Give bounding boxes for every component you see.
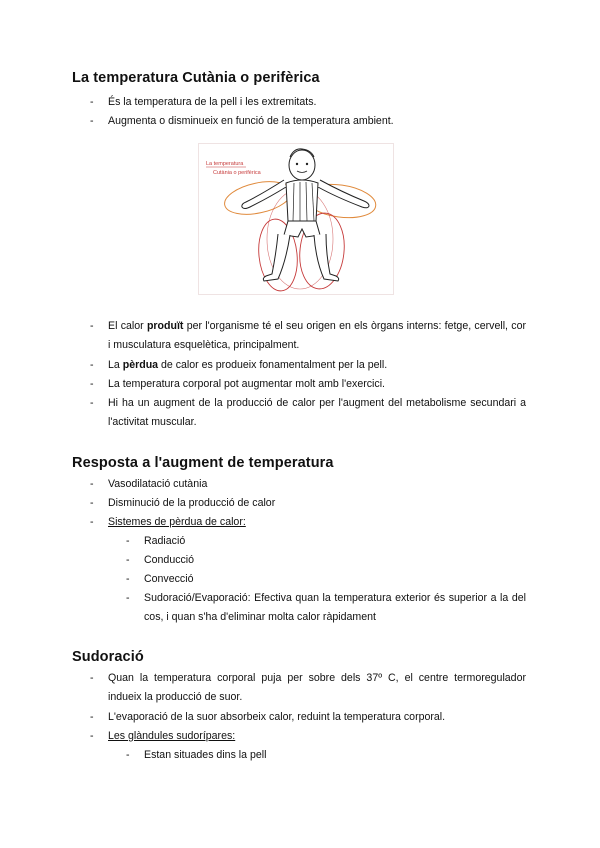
bullet-dash: - <box>90 516 94 528</box>
list-item-text: Disminució de la producció de calor <box>108 497 276 509</box>
bullet-dash: - <box>126 592 130 604</box>
list-item-text: L'evaporació de la suor absorbeix calor, reduint la temperatura corporal. <box>108 711 446 723</box>
list-item <box>90 317 526 355</box>
list-item <box>90 475 526 494</box>
list-item-text: El calor produït per l'organisme té el seu origen en els òrgans interns: fetge, cervell, cor i musculatura esquelètica, principalment. <box>108 320 526 351</box>
list-item <box>90 93 526 112</box>
list-item-text: Les glàndules sudorípares: <box>108 730 236 742</box>
eye-left <box>296 163 298 165</box>
bullet-dash: - <box>126 749 130 761</box>
list-item-text: Hi ha un augment de la producció de calor per l'augment del metabolisme secundari a l'activitat muscular. <box>108 397 526 428</box>
list-item-text: Estan situades dins la pell <box>144 749 267 761</box>
eye-right <box>306 163 308 165</box>
list-item-text: Sistemes de pèrdua de calor: <box>108 516 246 528</box>
bold-term-produit: produït <box>146 320 184 332</box>
head <box>289 150 315 180</box>
section-title-sweating: Sudoració <box>72 649 144 665</box>
bullet-dash: - <box>90 359 94 371</box>
list-item <box>90 394 526 432</box>
list-item <box>90 708 526 727</box>
list-item <box>90 356 526 375</box>
sub-list-item <box>126 532 526 551</box>
list-item <box>90 669 526 707</box>
list-item-text: Vasodilatació cutània <box>108 478 208 490</box>
bullet-dash: - <box>90 730 94 742</box>
list-item <box>90 513 526 532</box>
section-title-heat-response: Resposta a l'augment de temperatura <box>72 455 334 471</box>
bold-term-perdua: pèrdua <box>122 359 159 371</box>
bullet-dash: - <box>126 573 130 585</box>
list-item-text: Conducció <box>144 554 195 566</box>
list-item-text: Sudoració/Evaporació: Efectiva quan la temperatura exterior és superior a la del cos, i quan s'ha d'eliminar molta calor ràpidament <box>144 592 526 623</box>
list-item <box>90 494 526 513</box>
list-item <box>90 112 526 131</box>
figure-label-line2: Cutània o perifèrica <box>213 170 261 176</box>
bullet-dash: - <box>126 554 130 566</box>
list-item-text: La temperatura corporal pot augmentar molt amb l'exercici. <box>108 378 385 390</box>
sub-list-item <box>126 551 526 570</box>
list-item-text: La pèrdua de calor es produeix fonamentalment per la pell. <box>108 359 388 371</box>
section-title-cutaneous-temperature: La temperatura Cutània o perifèrica <box>72 70 320 86</box>
figure-label-line1: La temperatura <box>206 161 244 167</box>
list-item <box>90 727 526 746</box>
list-item-text: Quan la temperatura corporal puja per sobre dels 37º C, el centre termoregulador indueix la producció de suor. <box>108 672 526 703</box>
bullet-dash: - <box>90 711 94 723</box>
body-temperature-illustration <box>198 143 394 295</box>
sub-list-item <box>126 746 526 765</box>
bullet-dash: - <box>90 497 94 509</box>
list-item-text: Radiació <box>144 535 186 547</box>
bullet-dash: - <box>90 320 94 332</box>
bullet-dash: - <box>90 115 94 127</box>
sub-list-item <box>126 589 526 627</box>
list-item-text: Convecció <box>144 573 194 585</box>
list-item-text: És la temperatura de la pell i les extremitats. <box>108 96 317 108</box>
bullet-dash: - <box>90 96 94 108</box>
bullet-dash: - <box>90 478 94 490</box>
bullet-dash: - <box>90 397 94 409</box>
bullet-dash: - <box>90 378 94 390</box>
bullet-dash: - <box>90 672 94 684</box>
bullet-dash: - <box>126 535 130 547</box>
list-item <box>90 375 526 394</box>
sub-list-item <box>126 570 526 589</box>
list-item-text: Augmenta o disminueix en funció de la temperatura ambient. <box>108 115 394 127</box>
